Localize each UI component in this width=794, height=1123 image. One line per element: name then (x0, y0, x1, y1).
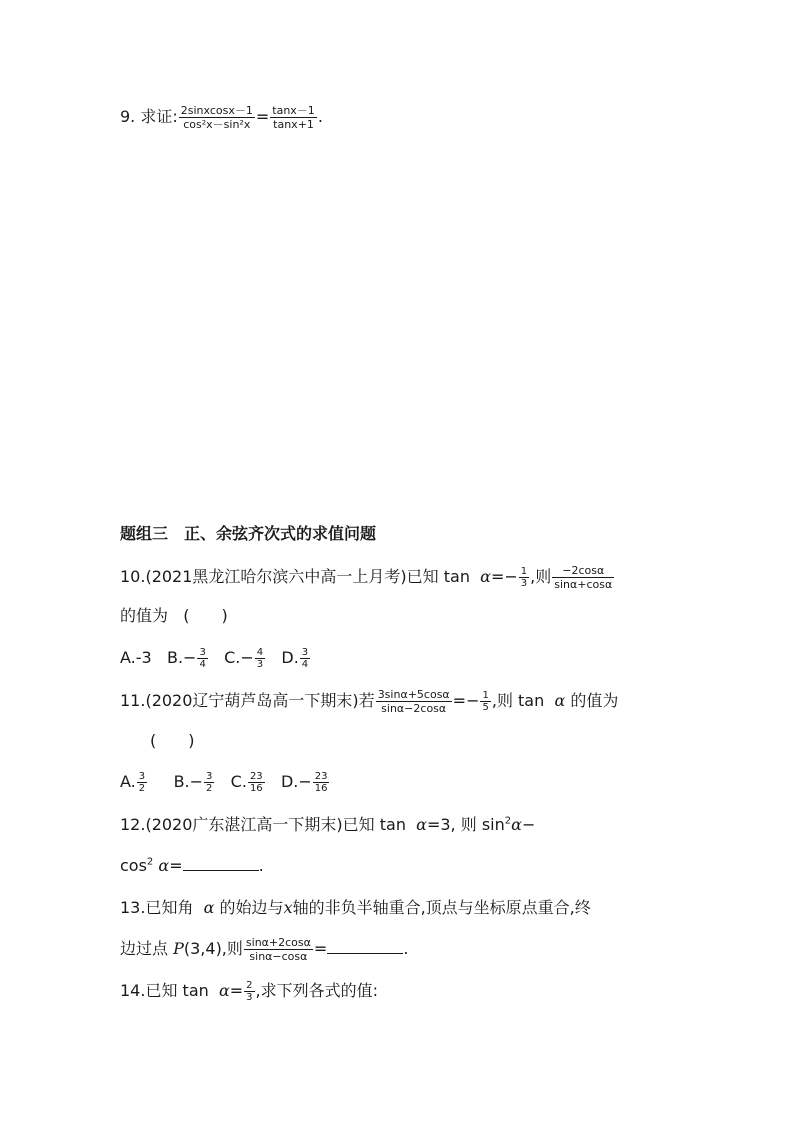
q13-text-1: 已知角 (145, 898, 194, 917)
q10-comma: ,则 (530, 567, 552, 586)
q12-source: (2020广东湛江高一下期末) (145, 815, 343, 834)
q14-text-2: ,求下列各式的值: (255, 981, 379, 1000)
q10-option-b-fraction (197, 647, 207, 670)
question-13-line-2 (120, 936, 408, 963)
q10-option-b-numerator: 3 (199, 647, 206, 658)
q11-answer-paren: ( ) (150, 731, 195, 750)
q12-minus: − (521, 815, 536, 834)
q13-end: . (403, 939, 409, 958)
q10-text-1: 已知 tan (406, 567, 470, 586)
q12-alpha-3: α (158, 856, 170, 875)
question-12-line-2 (120, 854, 264, 878)
question-10-line-1 (120, 564, 615, 591)
q11-value-fraction (480, 690, 490, 713)
q11-options (120, 770, 330, 794)
q12-sup-1: 2 (504, 815, 512, 827)
q12-number: 12. (120, 815, 146, 834)
q11-value-denominator: 5 (482, 702, 489, 713)
q13-eq: = (313, 939, 328, 958)
q13-text-4: 边过点 (120, 939, 169, 958)
q10-option-b[interactable] (166, 647, 209, 670)
q11-text-2: ,则 tan (491, 691, 545, 710)
q13-coords: (3,4), (183, 939, 227, 958)
q11-option-b-fraction (204, 771, 214, 794)
question-14 (120, 979, 378, 1003)
q11-eq: = (452, 691, 467, 710)
q11-option-d-denominator: 16 (314, 783, 328, 794)
section-title: 题组三 正、余弦齐次式的求值问题 (120, 524, 377, 543)
question-10-line-2 (120, 604, 228, 628)
q10-option-a[interactable] (120, 648, 152, 667)
q11-text-3: 的值为 (570, 691, 619, 710)
q10-option-c-denominator: 3 (256, 659, 264, 670)
q11-source: (2020辽宁葫芦岛高一下期末) (145, 691, 359, 710)
q10-expr-denominator: sinα+cosα (554, 578, 613, 591)
q10-value-denominator: 3 (520, 578, 528, 589)
q13-number: 13. (120, 898, 146, 917)
q11-option-c-label: C. (230, 772, 247, 791)
q12-sup-2: 2 (146, 856, 154, 868)
q10-option-c[interactable] (224, 647, 266, 670)
q9-rhs-numerator: tanx－1 (272, 104, 315, 117)
q11-option-b-denominator: 2 (206, 783, 213, 794)
q11-alpha: α (554, 691, 566, 710)
q10-option-c-fraction (255, 647, 265, 670)
q9-lhs-numerator: 2sinxcosx－1 (180, 104, 253, 117)
q11-neg: − (466, 691, 480, 710)
q9-equals: = (255, 107, 270, 126)
q10-option-b-label: B. (166, 648, 184, 667)
q11-number: 11. (120, 691, 146, 710)
q11-option-c-fraction (248, 771, 265, 794)
q11-option-a-denominator: 2 (138, 783, 146, 794)
q13-alpha: α (203, 898, 215, 917)
q14-number: 14. (120, 981, 146, 1000)
q13-text-3: 轴的非负半轴重合,顶点与坐标原点重合,终 (292, 898, 591, 917)
q10-option-d-numerator: 3 (301, 647, 309, 658)
q10-expr-fraction (552, 564, 614, 591)
q12-alpha: α (416, 815, 427, 834)
q13-point: P (173, 939, 184, 958)
q10-source: (2021黑龙江哈尔滨六中高一上月考) (145, 567, 407, 586)
q14-alpha: α (218, 981, 230, 1000)
q12-alpha-2: α (511, 815, 522, 834)
q12-end: . (258, 856, 264, 875)
q12-cos: cos (120, 856, 147, 875)
q11-option-b-label: B. (173, 772, 190, 791)
q12-answer-blank[interactable] (183, 854, 259, 871)
q9-number: 9. (120, 107, 136, 126)
question-11-line-1 (120, 688, 618, 715)
q9-end: . (317, 107, 323, 126)
q14-eq: = (229, 981, 244, 1000)
q11-option-c-numerator: 23 (249, 771, 263, 782)
q11-option-d-numerator: 23 (314, 771, 328, 782)
question-11-line-2 (150, 729, 195, 753)
q11-option-a-numerator: 3 (138, 771, 146, 782)
q10-number: 10. (120, 567, 146, 586)
q11-option-c[interactable] (230, 771, 266, 794)
q11-expr-denominator: sinα−2cosα (381, 702, 447, 715)
q13-answer-blank[interactable] (327, 937, 403, 954)
q13-expr-numerator: sinα+2cosα (245, 936, 311, 949)
q12-eq3: =3, (426, 815, 456, 834)
q10-option-b-denominator: 4 (199, 659, 206, 670)
q10-value-numerator: 1 (520, 566, 528, 577)
q14-value-fraction (244, 980, 254, 1003)
q11-option-b[interactable] (173, 771, 216, 794)
q14-value-denominator: 3 (246, 992, 253, 1003)
q10-option-d[interactable] (281, 647, 311, 670)
q10-option-c-label: C. (224, 648, 241, 667)
q13-expr-fraction (244, 936, 313, 963)
q11-option-a-fraction (137, 771, 147, 794)
q11-option-b-numerator: 3 (206, 771, 213, 782)
q10-option-c-neg: − (240, 648, 254, 667)
q10-option-a-label: A. (120, 648, 136, 667)
q10-text-2: 的值为 (120, 606, 169, 625)
q13-text-2: 的始边与 (219, 898, 284, 917)
q11-text-1: 若 (358, 691, 375, 710)
q10-neg: − (504, 567, 518, 586)
q11-option-d-fraction (313, 771, 330, 794)
q11-option-c-denominator: 16 (249, 783, 263, 794)
q10-options (120, 646, 311, 670)
q13-expr-denominator: sinα−cosα (249, 950, 308, 963)
q10-option-d-fraction (300, 647, 310, 670)
q11-option-d-neg: − (298, 772, 312, 791)
q9-rhs-denominator: tanx+1 (273, 118, 314, 131)
question-13-line-1 (120, 896, 591, 920)
q14-text-1: 已知 tan (145, 981, 209, 1000)
q10-alpha: α (480, 567, 491, 586)
q10-option-d-label: D. (281, 648, 299, 667)
q11-expr-numerator: 3sinα+5cosα (377, 688, 450, 701)
q10-eq: = (490, 567, 505, 586)
q12-text-2: 则 sin (460, 815, 505, 834)
q10-option-b-neg: − (183, 648, 197, 667)
q10-value-fraction (519, 566, 529, 589)
q9-rhs-fraction (270, 104, 317, 131)
q13-x: x (283, 898, 293, 917)
q9-lhs-fraction (179, 104, 255, 131)
q9-prefix: 求证: (140, 107, 178, 126)
q14-value-numerator: 2 (246, 980, 253, 991)
question-9 (120, 104, 323, 131)
q12-text-1: 已知 tan (342, 815, 406, 834)
q11-option-d-label: D. (280, 772, 299, 791)
q11-option-a-label: A. (120, 772, 136, 791)
q10-option-d-denominator: 4 (301, 659, 309, 670)
question-12-line-1 (120, 813, 535, 837)
q11-option-a[interactable] (120, 771, 148, 794)
q10-option-a-value: -3 (135, 648, 152, 667)
q10-option-c-numerator: 4 (256, 647, 264, 658)
q11-value-numerator: 1 (482, 690, 489, 701)
q11-expr-fraction (376, 688, 452, 715)
q11-option-b-neg: − (189, 772, 204, 791)
q10-expr-numerator: −2cosα (552, 564, 614, 578)
q9-lhs-denominator: cos²x－sin²x (183, 118, 251, 131)
q11-option-d[interactable] (280, 771, 331, 794)
q13-then: 则 (226, 939, 243, 958)
q12-eq: = (169, 856, 183, 875)
q10-answer-paren: ( ) (183, 606, 228, 625)
